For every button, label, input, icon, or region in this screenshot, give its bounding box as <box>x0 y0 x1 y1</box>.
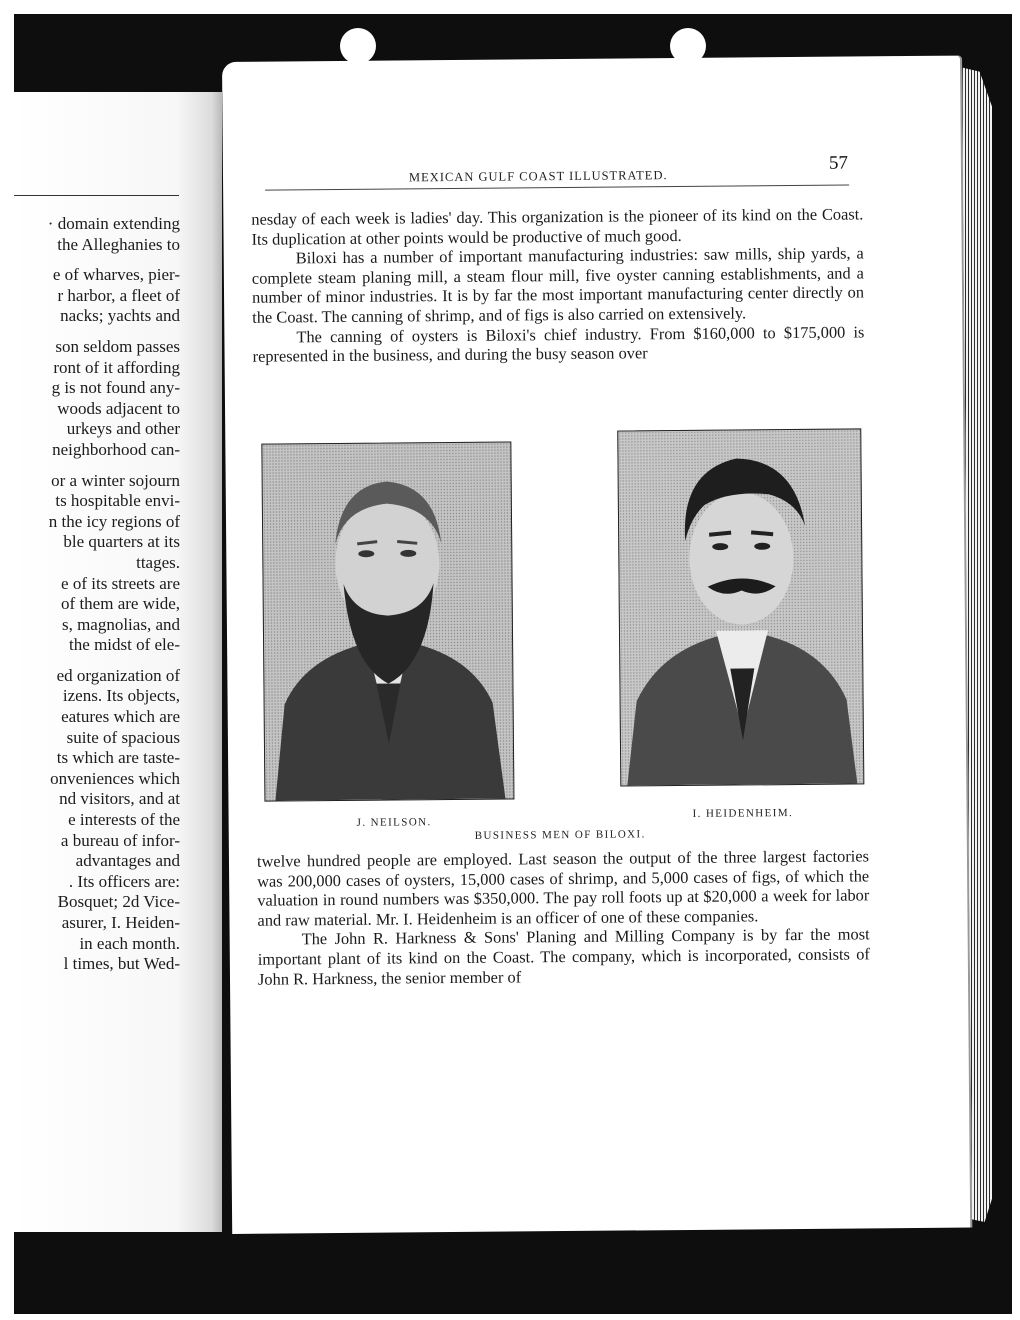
left-page-line: e interests of the <box>68 810 180 830</box>
left-page-line: ttages. <box>136 552 180 572</box>
left-page-line: onveniences which <box>50 768 180 788</box>
left-page-line: ed organization of <box>56 665 180 685</box>
left-page-line: a bureau of infor- <box>60 830 180 850</box>
paragraph: Biloxi has a number of important manufacturing industries: saw mills, ship yards, a complete steam planing mill, a steam flour mill, five oyster canning establishments, and a number of minor industries. It is by far the most important manufacturing center directly on the Coast. The canning of shrimp, and of figs is also carried on extensively. <box>251 243 865 327</box>
left-page-line: son seldom passes <box>55 336 180 356</box>
left-page-line: s, magnolias, and <box>61 614 180 634</box>
left-page-gap <box>14 656 180 666</box>
left-page-gap <box>14 327 180 337</box>
binder-hole-left <box>340 28 376 64</box>
left-page-line: n the icy regions of <box>48 511 180 531</box>
body-text-bottom <box>257 846 870 988</box>
paragraph: The canning of oysters is Biloxi's chief industry. From $160,000 to $175,000 is represented in the business, and during the busy season over <box>252 321 865 366</box>
left-page-rule <box>14 195 179 196</box>
left-page-line: in each month. <box>79 933 180 953</box>
left-page-line: g is not found any- <box>51 378 180 398</box>
portrait-j-neilson <box>261 441 514 801</box>
left-page-line: Bosquet; 2d Vice- <box>57 892 180 912</box>
left-page-line: nd visitors, and at <box>59 789 180 809</box>
left-page-line: advantages and <box>75 851 180 871</box>
left-page-line: · domain extending <box>47 214 180 233</box>
left-page-gap <box>14 255 180 265</box>
left-page-line: r harbor, a fleet of <box>57 285 180 305</box>
left-page-line: suite of spacious <box>66 727 180 747</box>
left-page-line: ble quarters at its <box>63 532 180 552</box>
right-page <box>222 56 972 1234</box>
running-head: MEXICAN GULF COAST ILLUSTRATED. <box>408 168 668 185</box>
left-page-line: of them are wide, <box>61 594 180 614</box>
left-page-line: or a winter sojourn <box>51 470 180 490</box>
left-page-line: nacks; yachts and <box>60 306 180 326</box>
left-page-line: neighborhood can- <box>52 439 180 459</box>
left-page-line: . Its officers are: <box>68 871 180 891</box>
body-text-top <box>251 204 864 366</box>
header-rule <box>265 185 849 191</box>
left-page-line: l times, but Wed- <box>63 954 180 974</box>
portrait-heidenheim-image <box>618 429 863 785</box>
left-page-line: the Alleghanies to <box>57 234 180 254</box>
left-page-line: urkeys and other <box>66 419 180 439</box>
left-page-line: e of its streets are <box>61 573 180 593</box>
caption-j-neilson: J. NEILSON. <box>356 816 432 829</box>
left-page-line: the midst of ele- <box>69 635 180 655</box>
caption-i-heidenheim: I. HEIDENHEIM. <box>692 807 794 820</box>
portrait-neilson-image <box>262 442 513 800</box>
left-page-line: asurer, I. Heiden- <box>61 913 180 932</box>
figure-group-caption: BUSINESS MEN OF BILOXI. <box>474 828 646 842</box>
paragraph: twelve hundred people are employed. Last season the output of the three largest factories was 200,000 cases of oysters, 15,000 cases of shrimp, and 5,000 cases of figs, of which the valuation in round numbers was $350,000. The pay roll foots up at $20,000 a week for labor and raw material. Mr. I. Heidenheim is an officer of one of these companies. <box>256 846 870 930</box>
left-page-line: eatures which are <box>61 707 180 727</box>
left-page-line: ts which are taste- <box>56 748 180 768</box>
left-page-line: woods adjacent to <box>57 398 180 418</box>
page-number: 57 <box>828 152 848 174</box>
left-facing-page <box>14 92 222 1232</box>
left-page-line: ts hospitable envi- <box>55 491 180 511</box>
portrait-i-heidenheim <box>617 428 864 786</box>
paragraph: nesday of each week is ladies' day. This organization is the pioneer of its kind on the Coast. Its duplication at other points would be productive of much good. <box>251 204 864 249</box>
left-page-text <box>14 214 180 975</box>
left-page-line: izens. Its objects, <box>62 686 180 706</box>
left-page-gap <box>14 461 180 471</box>
paragraph: The John R. Harkness & Sons' Planing and Milling Company is by far the most important plant of its kind on the Coast. The company, which is incorporated, consists of John R. Harkness, the senior member of <box>257 924 870 989</box>
left-page-line: ront of it affording <box>53 357 180 377</box>
left-page-line: e of wharves, pier- <box>52 265 180 285</box>
